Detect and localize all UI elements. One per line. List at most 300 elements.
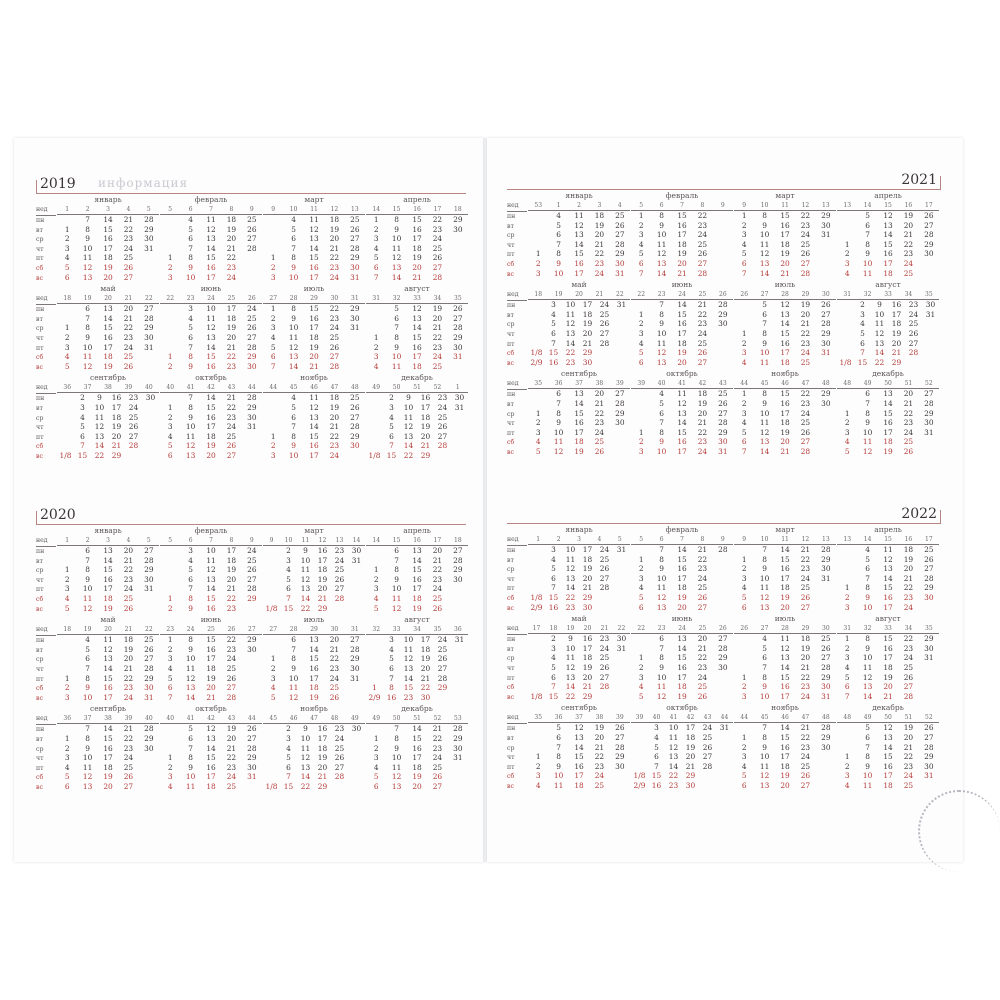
day-cell: 28 xyxy=(247,342,257,352)
day-cell: 14 xyxy=(574,742,584,752)
week-number: 9 xyxy=(720,536,725,543)
day-cell: 31 xyxy=(718,446,728,456)
day-cell: 10 xyxy=(656,328,667,338)
day-cell: 16 xyxy=(574,258,584,268)
day-cell xyxy=(713,269,733,279)
day-cell xyxy=(57,314,77,324)
day-cell: 16 xyxy=(780,682,790,692)
day-cell: 28 xyxy=(800,268,811,278)
day-cell: 23 xyxy=(128,393,139,403)
day-row xyxy=(837,762,939,772)
day-cell: 6 xyxy=(556,732,561,742)
day-cell xyxy=(142,441,159,451)
weekday-label: сб xyxy=(507,594,515,602)
day-row xyxy=(366,594,468,604)
day-row xyxy=(631,437,733,447)
day-cell: 19 xyxy=(412,603,422,613)
day-cell xyxy=(816,771,836,781)
day-cell xyxy=(242,432,262,442)
day-cell: 11 xyxy=(288,332,299,342)
day-cell xyxy=(837,555,857,565)
day-cell: 10 xyxy=(391,352,402,362)
day-row xyxy=(57,451,159,461)
day-cell: 11 xyxy=(759,418,770,428)
day-cell: 28 xyxy=(350,243,360,253)
day-cell: 13 xyxy=(185,683,196,693)
day-cell: 30 xyxy=(247,412,257,422)
day-row xyxy=(263,253,365,263)
day-cell: 4 xyxy=(64,762,70,772)
day-cell xyxy=(528,634,545,644)
day-cell: 20 xyxy=(800,653,811,663)
day-cell: 13 xyxy=(103,304,113,314)
day-row xyxy=(160,413,262,423)
day-cell: 1 xyxy=(167,593,173,603)
day-cell: 21 xyxy=(412,272,422,282)
day-cell: 13 xyxy=(677,634,687,644)
day-cell: 30 xyxy=(453,342,463,352)
day-row xyxy=(160,556,262,566)
weekday-label: вт xyxy=(36,646,43,654)
day-row xyxy=(160,693,262,703)
weekday-label: чт xyxy=(36,665,44,673)
day-cell: 27 xyxy=(615,732,625,742)
day-row xyxy=(528,634,630,644)
day-cell: 23 xyxy=(226,361,237,371)
week-numbers xyxy=(366,536,468,546)
day-cell: 13 xyxy=(883,220,893,230)
day-cell: 21 xyxy=(582,583,593,593)
day-row xyxy=(366,352,468,362)
day-cell: 4 xyxy=(167,663,173,673)
day-cell xyxy=(366,304,386,314)
day-cell: 5 xyxy=(373,603,379,613)
day-row xyxy=(160,432,262,442)
day-cell: 16 xyxy=(412,574,422,584)
day-cell: 16 xyxy=(103,743,113,753)
day-cell: 24 xyxy=(123,692,134,702)
month-name: август xyxy=(875,614,901,624)
day-cell: 26 xyxy=(226,673,237,683)
day-cell: 26 xyxy=(800,427,811,437)
day-cell: 26 xyxy=(432,603,443,613)
day-cell xyxy=(816,583,836,593)
day-cell: 31 xyxy=(616,300,627,310)
day-cell xyxy=(528,723,548,733)
day-cell: 25 xyxy=(615,211,625,220)
day-cell: 7 xyxy=(85,663,90,673)
week-numbers xyxy=(160,205,262,215)
day-cell: 25 xyxy=(432,361,443,371)
day-cell: 12 xyxy=(862,672,873,682)
day-row xyxy=(528,593,630,603)
day-cell: 7 xyxy=(762,662,767,672)
day-cell xyxy=(631,418,651,428)
day-cell: 15 xyxy=(780,389,790,399)
day-cell: 26 xyxy=(800,249,811,259)
day-cell: 5 xyxy=(741,249,747,259)
day-cell: 29 xyxy=(821,732,831,742)
day-cell xyxy=(57,413,74,423)
day-row xyxy=(734,603,836,613)
day-row xyxy=(263,584,365,594)
day-row xyxy=(366,604,468,614)
day-cell: 1 xyxy=(64,673,70,683)
day-cell: 16 xyxy=(780,564,790,574)
day-cell: 15 xyxy=(677,309,687,319)
weekday-label: сб xyxy=(507,684,515,692)
week-number: 30 xyxy=(822,625,830,633)
day-cell: 18 xyxy=(582,554,593,564)
day-cell xyxy=(263,594,280,604)
day-cell: 17 xyxy=(574,427,584,437)
day-cell: 5 xyxy=(188,724,193,734)
day-row xyxy=(57,575,159,585)
day-cell: 19 xyxy=(697,398,708,408)
day-cell xyxy=(613,692,630,702)
day-cell: 22 xyxy=(300,781,311,791)
day-cell: 20 xyxy=(582,328,593,338)
day-cell: 3 xyxy=(844,771,850,781)
day-cell: 23 xyxy=(403,692,414,702)
day-row xyxy=(837,771,939,781)
day-cell xyxy=(528,644,545,654)
day-cell: 9 xyxy=(556,761,561,771)
week-number: 24 xyxy=(186,626,195,634)
month-name: февраль xyxy=(194,526,228,535)
day-cell: 3 xyxy=(64,753,70,763)
day-cell: 18 xyxy=(677,583,687,593)
month-февраль xyxy=(159,195,262,283)
day-row xyxy=(631,240,733,250)
day-cell xyxy=(528,574,545,584)
day-cell xyxy=(713,673,733,683)
day-cell xyxy=(451,441,468,451)
week-number: 4 xyxy=(597,536,602,543)
day-row xyxy=(263,441,365,451)
week-number: 4 xyxy=(126,537,131,544)
year-header xyxy=(36,503,466,525)
day-cell: 30 xyxy=(582,602,593,612)
day-cell: 24 xyxy=(432,234,443,244)
day-cell: 28 xyxy=(821,723,831,733)
week-number: 45 xyxy=(269,715,278,723)
day-cell xyxy=(699,781,716,791)
day-row xyxy=(263,304,365,314)
day-row xyxy=(366,565,468,575)
day-row xyxy=(366,422,468,432)
day-cell: 12 xyxy=(206,323,216,333)
year-rule xyxy=(36,524,466,525)
day-cell xyxy=(631,743,648,753)
day-cell: 23 xyxy=(432,224,443,234)
day-cell: 13 xyxy=(759,258,770,268)
week-numbers xyxy=(631,201,733,211)
day-cell: 1 xyxy=(270,304,276,314)
day-cell xyxy=(160,215,180,225)
day-cell: 3 xyxy=(638,328,644,338)
day-cell xyxy=(348,772,365,782)
month-name: май xyxy=(100,284,116,294)
day-cell xyxy=(837,564,857,574)
day-cell: 1 xyxy=(270,431,276,441)
day-cell: 3 xyxy=(844,258,850,268)
day-row xyxy=(528,269,630,279)
day-cell: 21 xyxy=(123,313,134,323)
day-row xyxy=(57,635,159,645)
day-cell xyxy=(713,692,733,702)
weekday-label: вс xyxy=(36,274,43,282)
day-cell: 30 xyxy=(420,692,431,702)
day-cell: 15 xyxy=(386,450,397,460)
week-number: 21 xyxy=(600,625,609,633)
day-cell: 6 xyxy=(167,683,173,693)
day-cell: 3 xyxy=(188,304,193,314)
day-cell: 23 xyxy=(697,437,708,447)
week-number: 42 xyxy=(207,384,215,392)
day-cell: 2 xyxy=(373,743,379,753)
day-cell: 6 xyxy=(389,431,394,441)
day-cell: 12 xyxy=(103,644,113,654)
day-cell: 7 xyxy=(762,545,767,554)
day-cell: 25 xyxy=(924,545,934,554)
day-cell: 8 xyxy=(762,389,767,399)
day-cell: 5 xyxy=(167,673,173,683)
day-cell: 2 xyxy=(373,224,379,234)
day-row xyxy=(734,437,836,447)
day-row xyxy=(263,734,365,744)
day-cell: 23 xyxy=(329,313,340,323)
weekday-label: сб xyxy=(36,264,44,272)
week-number: 21 xyxy=(124,295,133,303)
day-cell xyxy=(366,645,383,655)
day-cell: 20 xyxy=(103,781,113,791)
day-cell: 3 xyxy=(270,450,276,460)
week-numbers xyxy=(57,383,159,393)
day-cell: 8 xyxy=(85,673,90,683)
day-cell: 24 xyxy=(334,555,345,565)
day-row xyxy=(57,724,159,734)
day-cell: 21 xyxy=(329,243,340,253)
week-number: 8 xyxy=(229,206,234,213)
day-cell: 6 xyxy=(638,357,644,367)
day-cell: 13 xyxy=(656,602,667,612)
day-cell: 2 xyxy=(167,412,173,422)
day-cell: 20 xyxy=(594,732,605,742)
day-cell: 19 xyxy=(226,323,237,333)
day-cell: 28 xyxy=(599,338,610,348)
day-cell: 7 xyxy=(860,348,865,358)
day-row xyxy=(837,269,939,279)
weekday-label: вт xyxy=(36,226,43,234)
day-cell: 20 xyxy=(903,732,914,742)
week-number: 49 xyxy=(351,715,359,723)
day-cell: 24 xyxy=(594,427,605,437)
day-cell: 26 xyxy=(615,220,625,230)
day-cell xyxy=(348,575,365,585)
day-cell: 20 xyxy=(594,389,605,399)
month-сентябрь xyxy=(56,373,159,461)
day-cell: 15 xyxy=(574,249,584,259)
day-cell: 7 xyxy=(85,555,90,565)
day-cell: 4 xyxy=(556,211,561,220)
day-cell: 17 xyxy=(685,723,696,733)
day-cell xyxy=(528,240,548,250)
weekday-column xyxy=(36,615,56,703)
week-number: 39 xyxy=(616,714,624,722)
day-row xyxy=(631,634,733,644)
day-cell: 14 xyxy=(300,593,311,603)
day-cell xyxy=(448,244,468,254)
week-numbers xyxy=(734,379,836,389)
day-cell: 19 xyxy=(420,422,431,432)
day-cell: 14 xyxy=(883,398,893,408)
day-cell: 10 xyxy=(553,427,564,437)
day-cell: 6 xyxy=(270,352,276,362)
day-cell: 19 xyxy=(891,328,902,338)
day-cell: 17 xyxy=(103,584,113,594)
day-cell xyxy=(57,546,77,556)
day-cell: 9 xyxy=(85,574,90,584)
week-label: нед xyxy=(36,714,56,725)
day-cell: 9 xyxy=(762,220,767,230)
day-cell: 25 xyxy=(594,437,605,447)
day-cell xyxy=(348,782,365,792)
week-number: 17 xyxy=(433,206,442,213)
day-cell: 3 xyxy=(373,584,379,594)
day-cell: 5 xyxy=(80,422,85,432)
day-cell: 21 xyxy=(594,398,605,408)
day-cell: 18 xyxy=(800,634,811,644)
day-cell: 23 xyxy=(800,220,811,230)
weekday-label: пт xyxy=(507,251,515,259)
day-cell: 16 xyxy=(420,393,431,403)
day-cell xyxy=(713,230,733,240)
day-cell: 13 xyxy=(82,272,93,282)
day-cell: 1 xyxy=(373,215,379,224)
week-number: 51 xyxy=(413,384,421,392)
day-cell: 10 xyxy=(94,402,105,412)
day-cell: 8 xyxy=(188,753,193,763)
day-row xyxy=(366,683,468,693)
dotted-curve-decoration xyxy=(918,790,1000,872)
day-cell: 26 xyxy=(821,300,831,310)
day-cell: 20 xyxy=(677,357,687,367)
weekday-label: ср xyxy=(36,567,44,575)
day-cell: 20 xyxy=(226,332,237,342)
weekday-label: сб xyxy=(36,685,44,693)
day-row xyxy=(734,663,836,673)
day-cell: 5 xyxy=(556,723,561,733)
day-cell: 16 xyxy=(780,742,790,752)
day-cell: 17 xyxy=(677,328,687,338)
day-row xyxy=(837,653,939,663)
day-cell: 30 xyxy=(350,663,360,673)
day-cell: 23 xyxy=(697,220,708,230)
day-row xyxy=(631,230,733,240)
day-cell: 6 xyxy=(286,762,291,772)
day-cell: 9 xyxy=(865,418,870,428)
week-label: нед xyxy=(507,624,527,635)
day-cell: 6 xyxy=(291,412,296,422)
day-cell: 21 xyxy=(780,268,790,278)
day-cell: 9 xyxy=(865,592,870,602)
week-number: 25 xyxy=(227,295,236,303)
day-cell: 13 xyxy=(759,602,770,612)
day-cell: 23 xyxy=(329,441,340,451)
day-row xyxy=(366,333,468,343)
day-cell: 16 xyxy=(574,761,584,771)
day-cell: 1 xyxy=(64,224,70,234)
day-cell: 21 xyxy=(582,682,593,692)
day-cell: 19 xyxy=(903,211,914,220)
day-cell: 14 xyxy=(574,239,584,249)
day-row xyxy=(366,253,468,263)
day-cell: 14 xyxy=(103,663,113,673)
day-cell: 11 xyxy=(82,593,93,603)
day-row xyxy=(160,304,262,314)
week-number: 49 xyxy=(372,384,381,392)
day-row xyxy=(160,635,262,645)
day-cell: 5 xyxy=(373,253,379,263)
day-cell: 23 xyxy=(594,418,605,428)
day-cell: 11 xyxy=(206,555,216,565)
day-cell xyxy=(528,310,545,320)
day-cell xyxy=(160,565,180,575)
day-cell: 30 xyxy=(615,761,625,771)
day-cell: 4 xyxy=(844,437,850,447)
week-number: 35 xyxy=(454,295,462,303)
week-number: 18 xyxy=(63,295,72,303)
day-cell: 15 xyxy=(548,691,559,701)
day-cell: 8 xyxy=(188,402,193,412)
day-row xyxy=(528,339,630,349)
day-cell xyxy=(160,575,180,585)
day-cell: 16 xyxy=(582,634,593,644)
day-cell xyxy=(263,744,280,754)
day-cell xyxy=(263,724,280,734)
day-cell: 1 xyxy=(741,211,747,220)
day-cell: 23 xyxy=(226,262,237,272)
day-row xyxy=(528,555,630,565)
day-cell xyxy=(528,673,545,683)
day-cell: 7 xyxy=(286,772,291,782)
week-number: 4 xyxy=(126,206,131,213)
day-cell: 21 xyxy=(329,644,340,654)
week-number: 41 xyxy=(186,715,195,723)
day-cell: 29 xyxy=(453,215,463,224)
week-number: 7 xyxy=(209,206,213,213)
day-cell xyxy=(816,603,836,613)
day-cell: 9 xyxy=(659,220,664,230)
day-cell: 14 xyxy=(412,724,422,734)
day-cell xyxy=(837,723,857,733)
day-cell: 11 xyxy=(656,583,667,593)
day-cell: 16 xyxy=(317,724,328,734)
day-cell: 10 xyxy=(300,733,311,743)
week-number: 3 xyxy=(577,536,581,543)
day-cell: 1/8 xyxy=(530,691,543,701)
day-cell xyxy=(613,348,630,358)
day-cell: 23 xyxy=(432,743,443,753)
day-cell: 11 xyxy=(759,357,770,367)
day-cell: 17 xyxy=(677,446,687,456)
day-cell: 1 xyxy=(741,389,747,399)
day-cell xyxy=(263,393,283,403)
day-row xyxy=(160,451,262,461)
week-number: 27 xyxy=(760,625,769,633)
day-cell: 22 xyxy=(800,211,811,220)
